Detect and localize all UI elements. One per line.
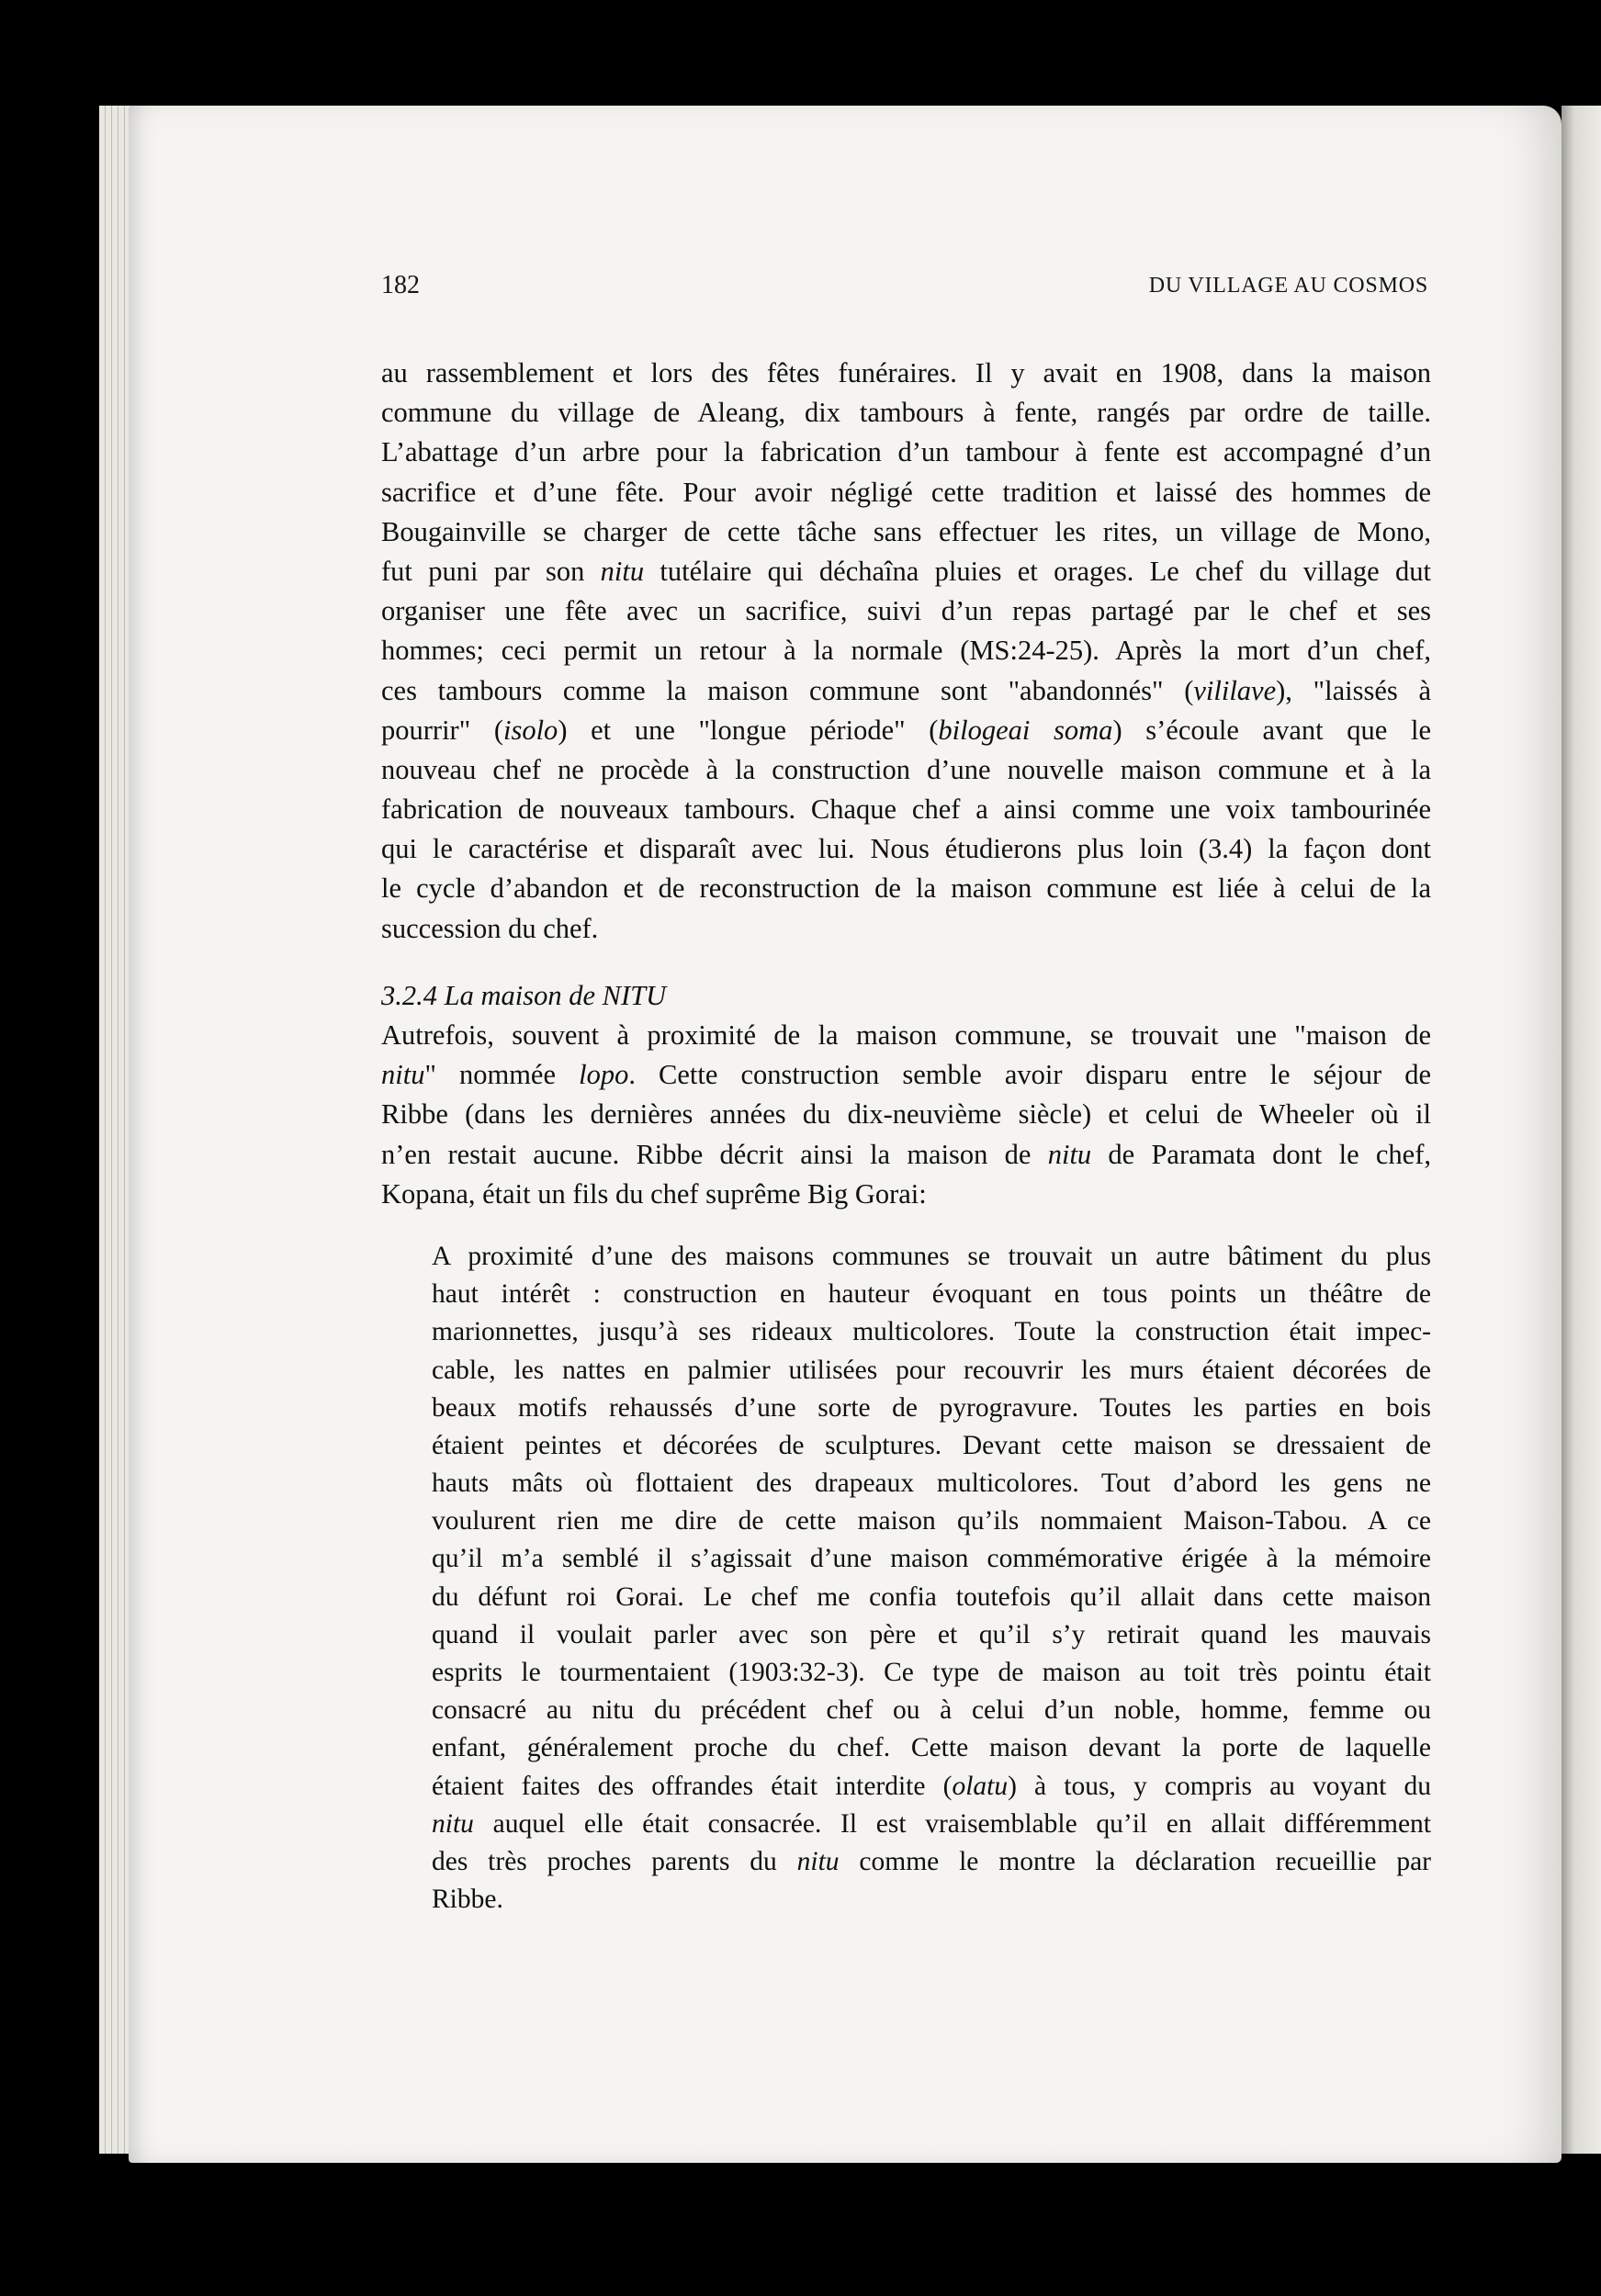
italic-term: isolo: [502, 714, 558, 746]
text-line: [432, 1843, 1431, 1881]
text-line: Ribbe.: [432, 1885, 503, 1915]
text-line: beaux motifs rehaussés d’une sorte de pyrogravure. Toutes les parties en bois: [432, 1392, 1431, 1423]
text-segment: comme le montre la déclaration recueillie par: [839, 1846, 1431, 1876]
italic-term: nitu: [796, 1846, 840, 1876]
section-heading: 3.2.4 La maison de NITU: [381, 979, 667, 1011]
italic-term: lopo: [579, 1059, 629, 1091]
text-line: L’abattage d’un arbre pour la fabrication d’un tambour à fente est accompagné d’un: [381, 436, 1431, 468]
text-line: [381, 1055, 1431, 1095]
italic-term: bilogeai soma: [938, 714, 1113, 746]
running-title: DU VILLAGE AU COSMOS: [1148, 274, 1428, 298]
text-line: enfant, généralement proche du chef. Cette maison devant la porte de laquelle: [432, 1733, 1431, 1763]
text-line: [381, 671, 1431, 711]
text-segment: . Cette construction semble avoir disparu entre le séjour de: [628, 1059, 1431, 1091]
text-line: voulurent rien me dire de cette maison qu’ils nommaient Maison-Tabou. A ce: [432, 1506, 1431, 1536]
text-line: Bougainville se charger de cette tâche sans effectuer les rites, un village de Mono,: [381, 515, 1431, 547]
text-line: cable, les nattes en palmier utilisées pour recouvrir les murs étaient décorées de: [432, 1355, 1431, 1385]
text-segment: " nommée: [424, 1059, 580, 1091]
text-block: [381, 354, 1431, 1919]
text-line: hauts mâts où flottaient des drapeaux multicolores. Tout d’abord les gens ne: [432, 1469, 1431, 1499]
text-segment: auquel elle était consacrée. Il est vraisemblable qu’il en allait différemment: [473, 1808, 1431, 1839]
page-header: [381, 271, 1428, 304]
text-line: [381, 1135, 1431, 1175]
text-line: succession du chef.: [381, 912, 599, 944]
italic-term: nitu: [600, 555, 645, 587]
text-line: hommes; ceci permit un retour à la normale (MS:24-25). Après la mort d’un chef,: [381, 635, 1431, 667]
italic-term: olatu: [952, 1771, 1009, 1801]
text-segment: n’en restait aucune. Ribbe décrit ainsi la maison de: [381, 1138, 1048, 1170]
text-line: consacré au nitu du précédent chef ou à celui d’un noble, homme, femme ou: [432, 1695, 1431, 1726]
text-segment: des très proches parents du: [432, 1846, 797, 1876]
text-line: qu’il m’a semblé il s’agissait d’une maison commémorative érigée à la mémoire: [432, 1544, 1431, 1574]
italic-term: nitu: [1047, 1138, 1092, 1170]
italic-term: vililave: [1193, 674, 1277, 706]
text-line: Ribbe (dans les dernières années du dix-neuvième siècle) et celui de Wheeler où il: [381, 1098, 1431, 1131]
text-line: qui le caractérise et disparaît avec lui. Nous étudierons plus loin (3.4) la façon dont: [381, 833, 1431, 865]
text-line: commune du village de Aleang, dix tambours à fente, rangés par ordre de taille.: [381, 397, 1431, 429]
text-line: haut intérêt : construction en hauteur évoquant en tous points un théâtre de: [432, 1279, 1431, 1310]
next-page-edge: [1562, 106, 1601, 2154]
text-line: le cycle d’abandon et de reconstruction de la maison commune est liée à celui de la: [381, 872, 1431, 905]
text-segment: ) à tous, y compris au voyant du: [1008, 1771, 1431, 1801]
text-line: étaient peintes et décorées de sculptures. Devant cette maison se dressaient de: [432, 1430, 1431, 1460]
italic-term: nitu: [381, 1059, 425, 1091]
paragraph-2: [381, 1016, 1431, 1214]
text-line: sacrifice et d’une fête. Pour avoir négligé cette tradition et laissé des hommes de: [381, 476, 1431, 508]
block-quote: [381, 1238, 1431, 1919]
text-line: organiser une fête avec un sacrifice, suivi d’un repas partagé par le chef et ses: [381, 595, 1431, 627]
text-segment: ) et une "longue période" (: [558, 714, 939, 746]
text-line: fabrication de nouveaux tambours. Chaque chef a ainsi comme une voix tambourinée: [381, 793, 1431, 826]
text-segment: étaient faites des offrandes était interdite (: [432, 1771, 953, 1801]
text-line: [432, 1806, 1431, 1843]
text-line: esprits le tourmentaient (1903:32-3). Ce type de maison au toit très pointu était: [432, 1658, 1431, 1687]
text-segment: ces tambours comme la maison commune sont "abandonnés" (: [381, 674, 1194, 706]
text-segment: ) s’écoule avant que le: [1112, 714, 1431, 746]
text-segment: ), "laissés à: [1276, 674, 1432, 706]
text-line: [381, 552, 1431, 591]
text-line: [432, 1768, 1431, 1806]
text-line: Kopana, était un fils du chef suprême Big Gorai:: [381, 1177, 927, 1210]
text-line: quand il voulait parler avec son père et qu’il s’y retirait quand les mauvais: [432, 1619, 1431, 1649]
text-segment: de Paramata dont le chef,: [1091, 1138, 1431, 1170]
text-line: A proximité d’une des maisons communes se trouvait un autre bâtiment du plus: [432, 1241, 1431, 1271]
text-line: marionnettes, jusqu’à ses rideaux multicolores. Toute la construction était impec-: [432, 1317, 1431, 1347]
paragraph-1: [381, 354, 1431, 949]
italic-term: nitu: [432, 1808, 474, 1839]
text-segment: tutélaire qui déchaîna pluies et orages. Le chef du village dut: [644, 555, 1431, 587]
text-line: nouveau chef ne procède à la construction d’une nouvelle maison commune et à la: [381, 753, 1431, 785]
text-segment: fut puni par son: [381, 555, 601, 587]
text-segment: pourrir" (: [381, 714, 503, 746]
text-line: au rassemblement et lors des fêtes funéraires. Il y avait en 1908, dans la maison: [381, 357, 1431, 388]
text-line: Autrefois, souvent à proximité de la maison commune, se trouvait une "maison de: [381, 1019, 1431, 1051]
text-line: du défunt roi Gorai. Le chef me confia toutefois qu’il allait dans cette maison: [432, 1581, 1431, 1612]
page-number: 182: [381, 271, 420, 299]
spacer: [381, 1214, 1431, 1238]
text-line: [381, 711, 1431, 750]
spacer: [381, 949, 1431, 976]
